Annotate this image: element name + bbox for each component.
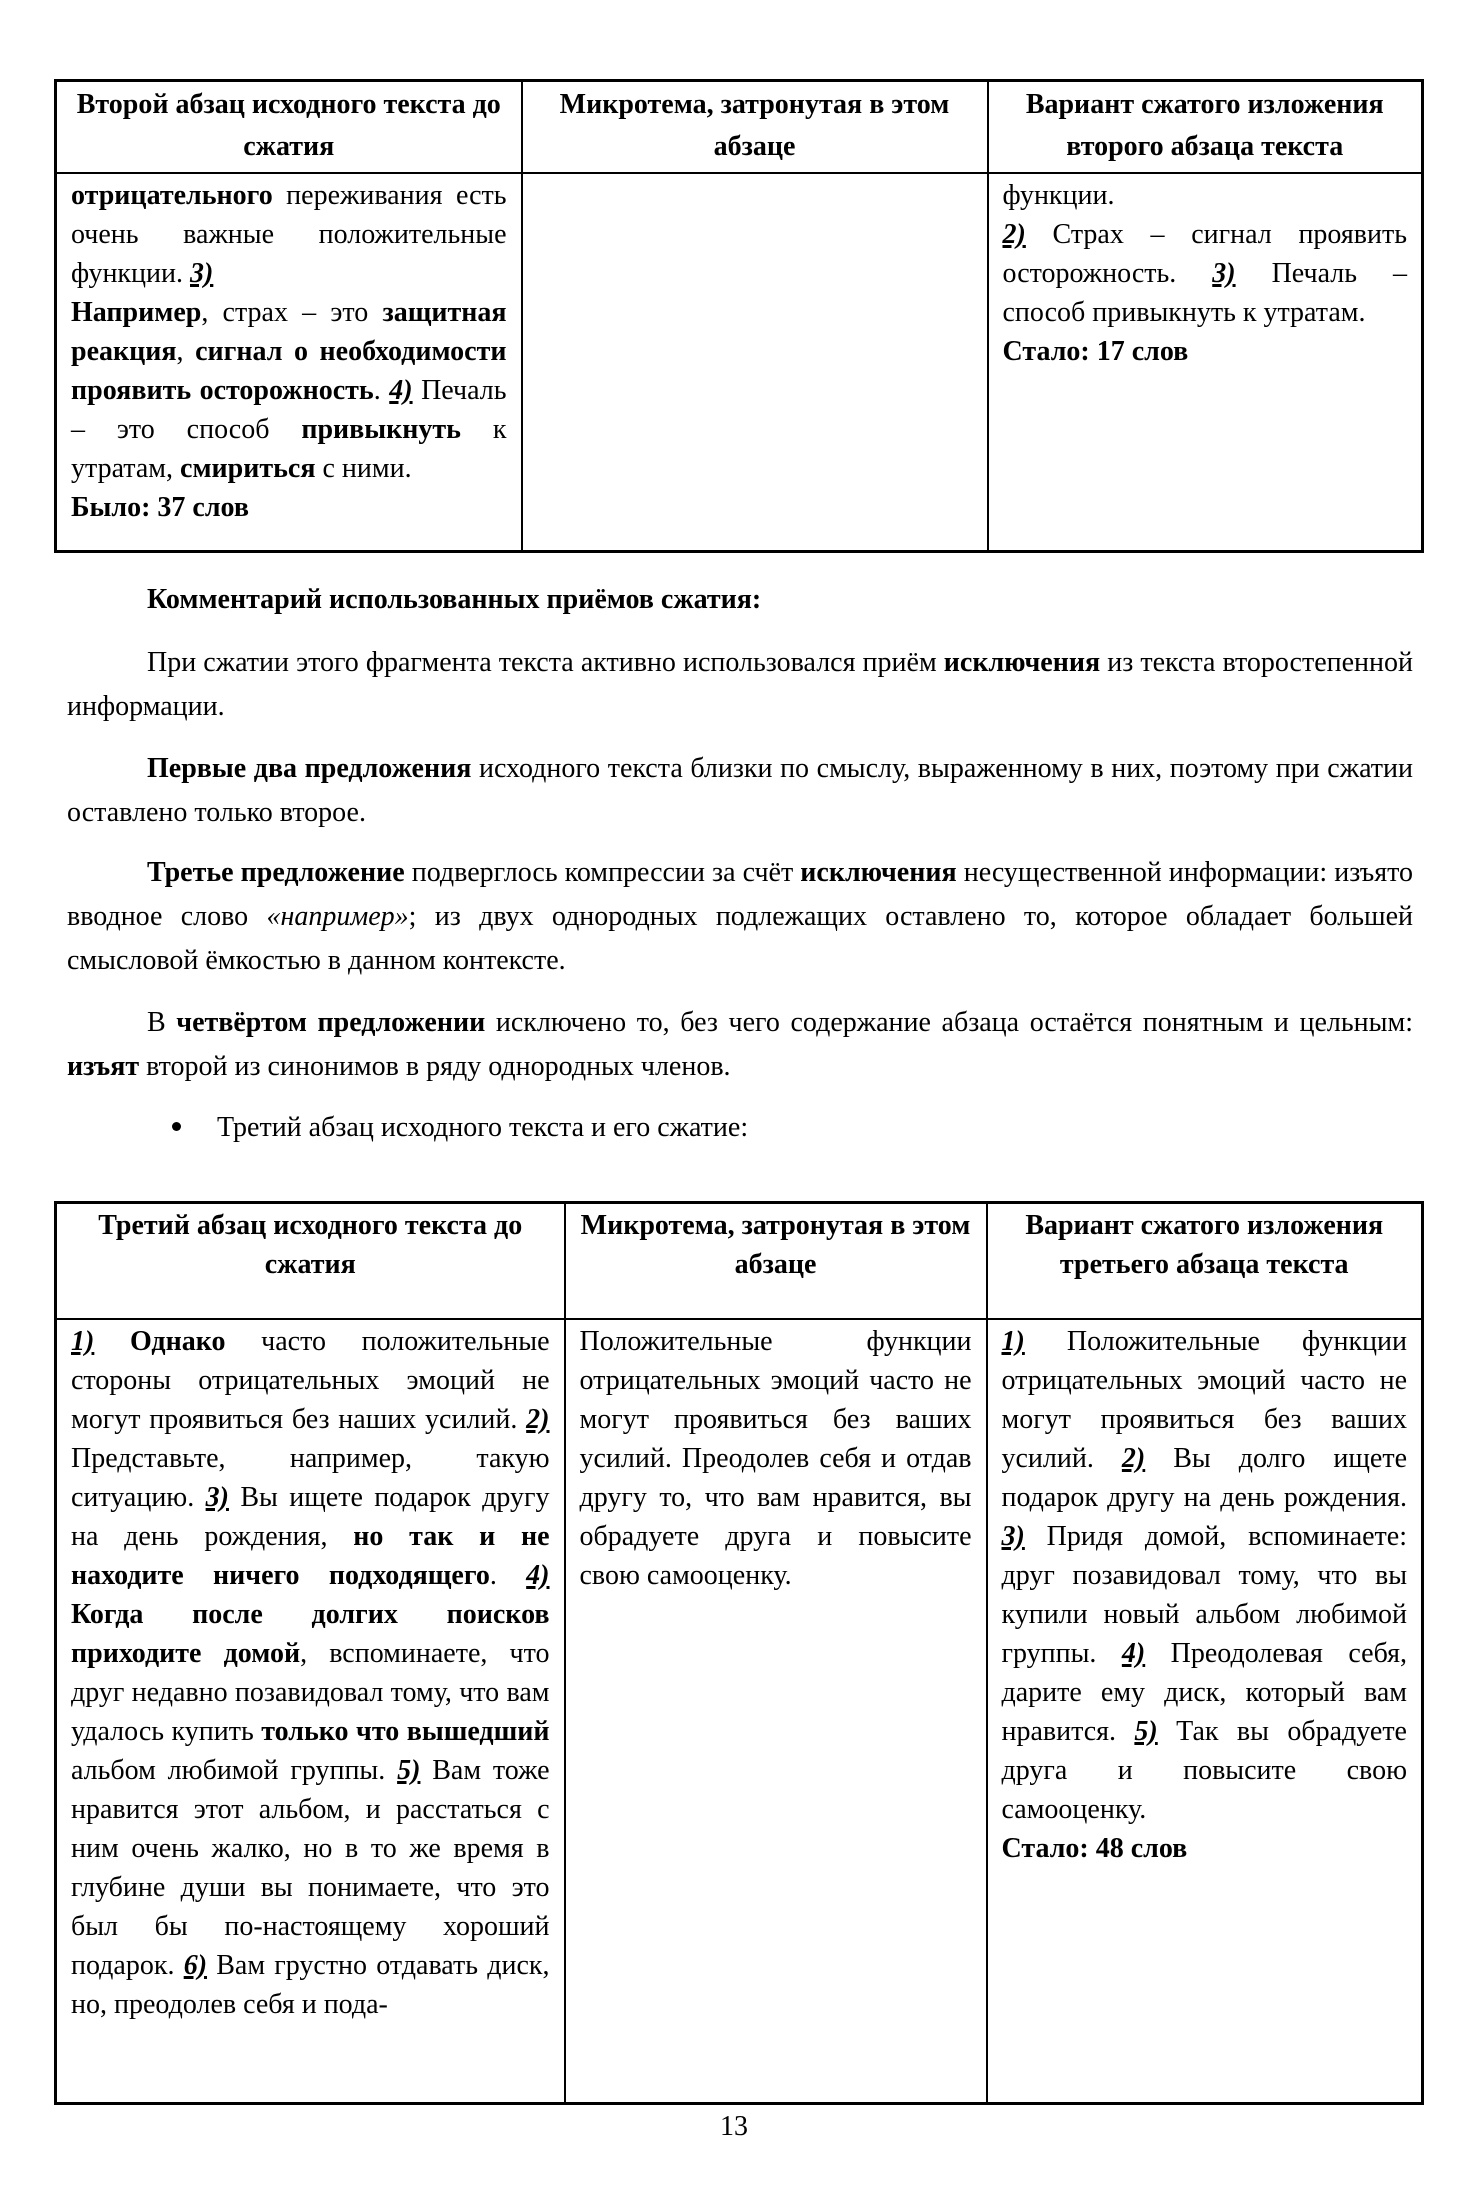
text-span: исключено то, без чего содержание абзаца остаётся понятным и цельным: [485, 1007, 1413, 1038]
sentence-number: 3) [190, 258, 214, 289]
sentence-number: 1) [1001, 1325, 1025, 1357]
header-microtheme: Микротема, затронутая в этом абзаце [565, 1203, 987, 1319]
microtheme-cell [522, 173, 988, 551]
bullet-text: Третий абзац исходного текста и его сжатие: [217, 1112, 749, 1143]
text-span: переживания есть очень важные положительные функции. [71, 180, 507, 289]
second-paragraph-table [54, 79, 1424, 553]
text-span: ; из двух однородных подлежащих оставлено то, которое обладает большей смысловой ёмкостью в данном контексте. [67, 901, 1414, 976]
bold-term: Однако [94, 1325, 226, 1357]
table-header-row [56, 1203, 1423, 1319]
text-span: с ними. [315, 453, 412, 484]
bold-term: Первые два предложения [147, 753, 472, 784]
bold-term: Третье предложение [147, 857, 405, 888]
compressed-text-cell [988, 173, 1423, 551]
bold-term: но так и не находите ничего подходящего [71, 1520, 550, 1591]
text-span: Вам грустно отдавать диск, но, преодолев себя и пода- [71, 1949, 550, 2020]
text-span: Представьте, например, такую ситуацию. [71, 1442, 550, 1513]
microtheme-cell: Положительные функции отрицательных эмоций часто не могут проявиться без ваших усилий. Преодолев себя и отдав другу то, что вам нравится, вы обрадуете друга и повысите свою самооценку. [565, 1319, 987, 2104]
sentence-number: 2) [526, 1403, 550, 1435]
bold-term: смириться [180, 453, 316, 484]
bold-term: защитная реакция [71, 297, 507, 367]
text-span: Придя домой, вспоминаете: друг позавидовал тому, что вы купили новый альбом любимой группы. [1001, 1520, 1407, 1669]
text-span: . [489, 1559, 527, 1591]
compressed-text-cell [987, 1319, 1423, 2104]
bold-term: исключения [800, 857, 957, 888]
sentence-number: 4) [1121, 1637, 1146, 1669]
bullet-item [172, 1108, 748, 1148]
commentary-paragraph [67, 851, 1413, 983]
sentence-number: 2) [1002, 219, 1026, 250]
text-span: подверглось компрессии за счёт [404, 857, 801, 888]
sentence-number: 3) [205, 1481, 229, 1513]
commentary-paragraph [67, 747, 1413, 835]
original-text-cell [56, 173, 522, 551]
original-text-cell [56, 1319, 565, 2104]
bold-term: Когда после долгих поисков приходите домой [71, 1598, 550, 1669]
header-compressed-text: Вариант сжатого изложения второго абзаца текста [988, 81, 1423, 174]
text-span: альбом любимой группы. [71, 1754, 398, 1786]
sentence-number: 5) [1134, 1715, 1158, 1747]
sentence-number: 4) [389, 375, 413, 406]
sentence-number: 3) [1001, 1520, 1025, 1552]
word-count-after: Стало: 48 слов [1001, 1832, 1188, 1864]
text-span: Вы долго ищете подарок другу на день рождения. [1001, 1442, 1407, 1513]
bold-term: изъят [67, 1051, 140, 1082]
text-span: Положительные функции отрицательных эмоций часто не могут проявиться без ваших усилий. [1001, 1325, 1407, 1474]
text-span: , страх – это [201, 297, 383, 328]
text-span: Преодолевая себя, дарите ему диск, который вам нравится. [1001, 1637, 1407, 1747]
text-span: При сжатии этого фрагмента текста активно использовался приём [147, 647, 944, 678]
sentence-number: 1) [71, 1325, 95, 1357]
italic-term: «например» [266, 901, 409, 932]
page-number: 13 [720, 2111, 748, 2142]
word-count-after: Стало: 17 слов [1002, 336, 1189, 367]
commentary-paragraph [67, 641, 1413, 729]
third-paragraph-table [54, 1201, 1424, 2105]
bold-term: четвёртом предложении [176, 1007, 486, 1038]
bold-term: только что вышедший [261, 1715, 550, 1747]
bold-term: привыкнуть [301, 414, 461, 445]
bold-term: отрицательного [71, 180, 273, 211]
sentence-number: 4) [526, 1559, 550, 1591]
text-span: исходного текста близки по смыслу, выраженному в них, поэтому при сжатии оставлено только второе. [67, 753, 1413, 828]
text-span: Печаль – это способ [71, 375, 507, 445]
sentence-number: 5) [397, 1754, 421, 1786]
text-span: Страх – сигнал проявить осторожность. [1002, 219, 1407, 289]
table-header-row [56, 81, 1423, 174]
word-count-before: Было: 37 слов [71, 492, 249, 523]
text-span: . [373, 375, 390, 406]
bold-term: Например [71, 297, 202, 328]
text-span: из текста второстепенной информации. [67, 647, 1413, 722]
table-row [56, 173, 1423, 551]
table-row [56, 1319, 1423, 2104]
text-span: Вы ищете подарок другу на день рождения, [71, 1481, 550, 1552]
header-original-text: Третий абзац исходного текста до сжатия [56, 1203, 565, 1319]
header-original-text: Второй абзац исходного текста до сжатия [56, 81, 522, 174]
text-span: В [147, 1007, 177, 1038]
text-span: Вам тоже нравится этот альбом, и расстаться с ним очень жалко, но в то же время в глубине души вы понимаете, что это был бы по-настоящему хороший подарок. [71, 1754, 550, 1981]
text-span: часто положительные стороны отрицательных эмоций не могут проявиться без наших усилий. [71, 1325, 550, 1435]
header-compressed-text: Вариант сжатого изложения третьего абзаца текста [987, 1203, 1423, 1319]
text-span: второй из синонимов в ряду однородных членов. [139, 1051, 731, 1082]
header-microtheme: Микротема, затронутая в этом абзаце [522, 81, 988, 174]
bullet-icon [172, 1122, 181, 1131]
text-span: , [176, 336, 196, 367]
sentence-number: 2) [1121, 1442, 1146, 1474]
sentence-number: 6) [183, 1949, 208, 1981]
text-span: функции. [1002, 180, 1115, 211]
text-span: несущественной информации: изъято вводное слово [67, 857, 1413, 932]
sentence-number: 3) [1212, 258, 1236, 289]
text-span: Так вы обрадуете друга и повысите свою самооценку. [1001, 1715, 1407, 1825]
bold-term: сигнал о необходимости проявить осторожность [71, 336, 507, 406]
text-span: , вспоминаете, что друг недавно позавидовал тому, что вам удалось купить [71, 1637, 550, 1747]
text-span: Печаль – способ привыкнуть к утратам. [1002, 258, 1407, 328]
commentary-heading: Комментарий использованных приёмов сжатия: [147, 584, 762, 615]
text-span: к утратам, [71, 414, 507, 484]
commentary-paragraph [67, 1001, 1413, 1089]
bold-term: исключения [943, 647, 1101, 678]
